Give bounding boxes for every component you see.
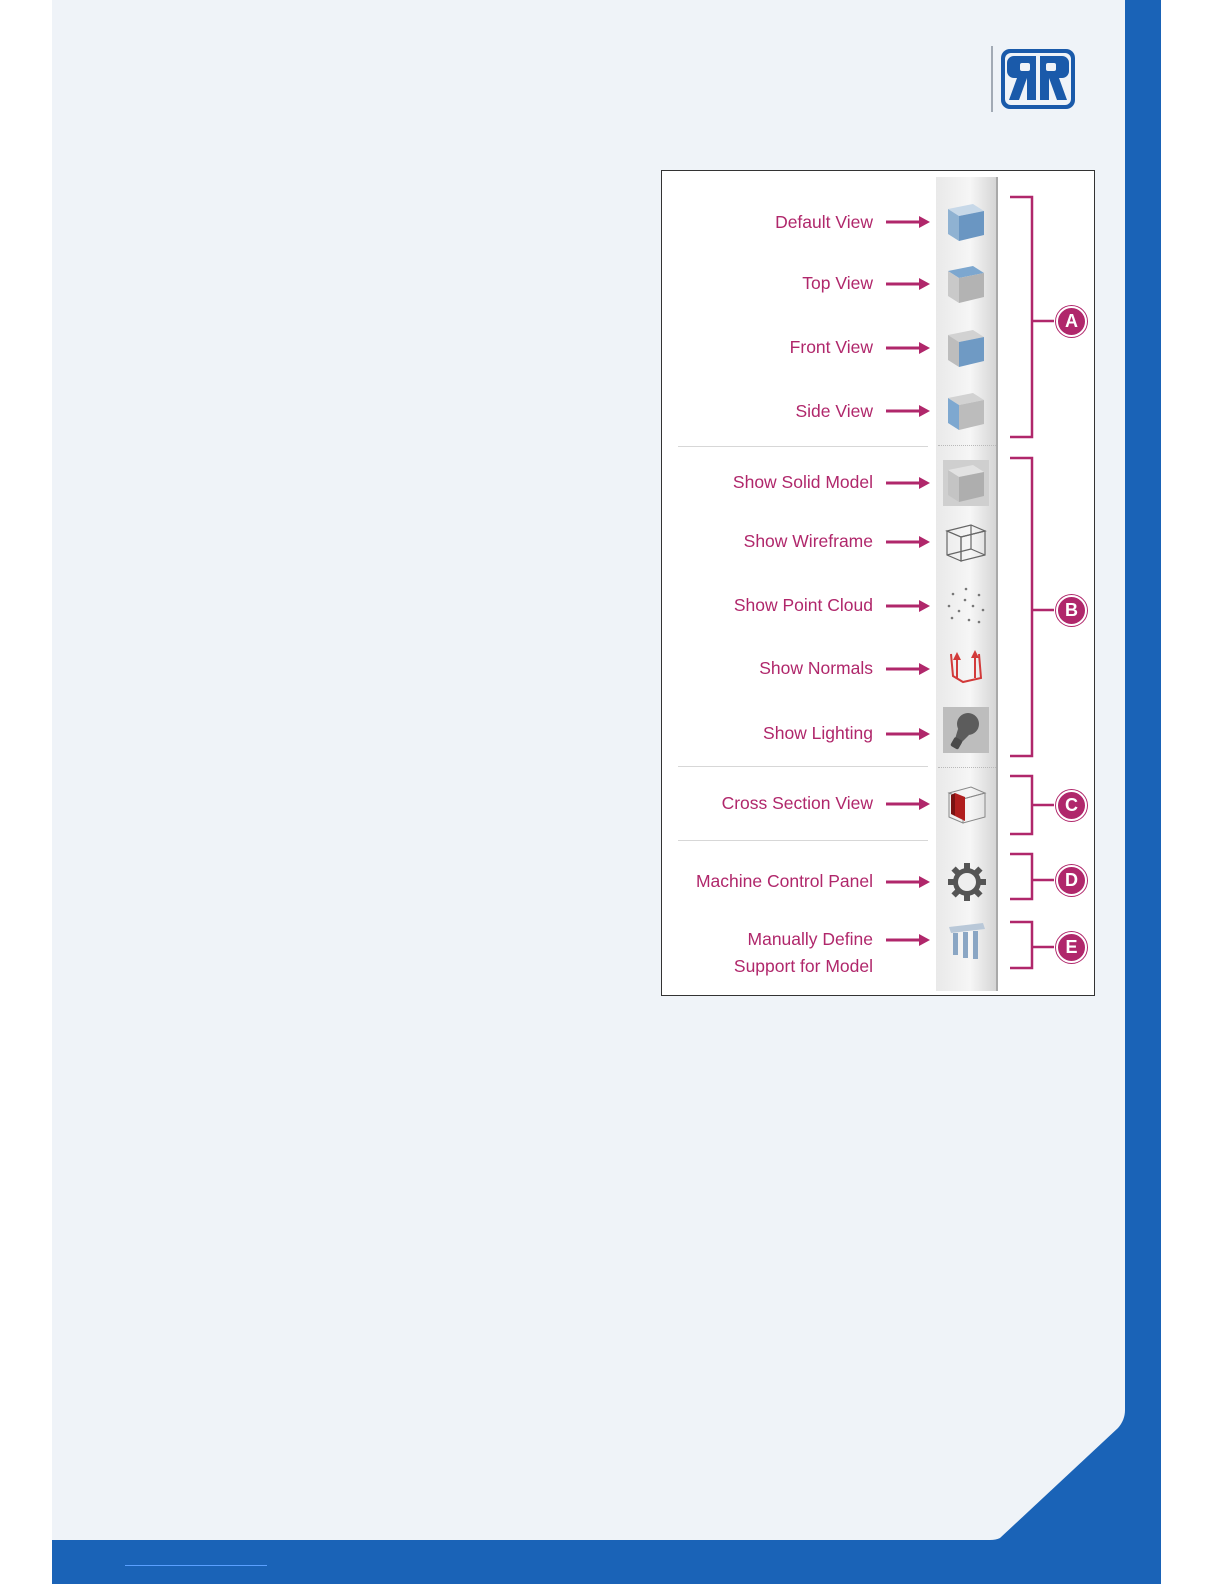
label-machine-control-panel: Machine Control Panel	[695, 871, 873, 891]
label-manually-define-line1: Manually Define	[747, 929, 873, 949]
cross-section-icon[interactable]	[943, 781, 989, 827]
arrow-icon	[886, 797, 932, 811]
arrow-icon	[886, 662, 932, 676]
cube-side-icon[interactable]	[943, 388, 989, 434]
support-pillars-icon[interactable]	[943, 919, 989, 965]
label-show-point-cloud: Show Point Cloud	[733, 595, 873, 615]
group-badge-b: B	[1056, 595, 1087, 626]
solid-model-icon[interactable]	[943, 460, 989, 506]
arrow-icon	[886, 215, 932, 229]
group-badge-c: C	[1056, 790, 1087, 821]
gear-icon[interactable]	[943, 859, 989, 905]
label-side-view: Side View	[795, 401, 873, 421]
label-show-solid-model: Show Solid Model	[732, 472, 873, 492]
arrow-icon	[886, 727, 932, 741]
arrow-icon	[886, 476, 932, 490]
label-front-view: Front View	[789, 337, 873, 357]
group-badge-a: A	[1056, 306, 1087, 337]
label-show-wireframe: Show Wireframe	[743, 531, 873, 551]
arrow-icon	[886, 599, 932, 613]
label-default-view: Default View	[775, 212, 873, 232]
arrow-icon	[886, 341, 932, 355]
arrow-icon	[886, 875, 932, 889]
light-bulb-icon[interactable]	[943, 707, 989, 753]
footer-link[interactable]	[125, 1553, 267, 1566]
wireframe-cube-icon[interactable]	[943, 519, 989, 565]
arrow-icon	[886, 933, 932, 947]
rr-logo-icon	[990, 44, 1080, 114]
cube-front-icon[interactable]	[943, 325, 989, 371]
normals-arrows-icon[interactable]	[943, 646, 989, 692]
label-manually-define-line2: Support for Model	[733, 956, 873, 976]
arrow-icon	[886, 404, 932, 418]
label-show-normals: Show Normals	[759, 658, 873, 678]
label-top-view: Top View	[802, 273, 873, 293]
cube-top-icon[interactable]	[943, 261, 989, 307]
arrow-icon	[886, 535, 932, 549]
toolbar-figure	[661, 170, 1095, 996]
group-badge-d: D	[1056, 865, 1087, 896]
label-cross-section-view: Cross Section View	[721, 793, 873, 813]
separator	[678, 766, 928, 767]
separator	[678, 840, 928, 841]
arrow-icon	[886, 277, 932, 291]
point-cloud-icon[interactable]	[943, 582, 989, 628]
cube-default-icon[interactable]	[943, 199, 989, 245]
group-badge-e: E	[1056, 932, 1087, 963]
separator	[678, 446, 928, 447]
label-show-lighting: Show Lighting	[763, 723, 873, 743]
